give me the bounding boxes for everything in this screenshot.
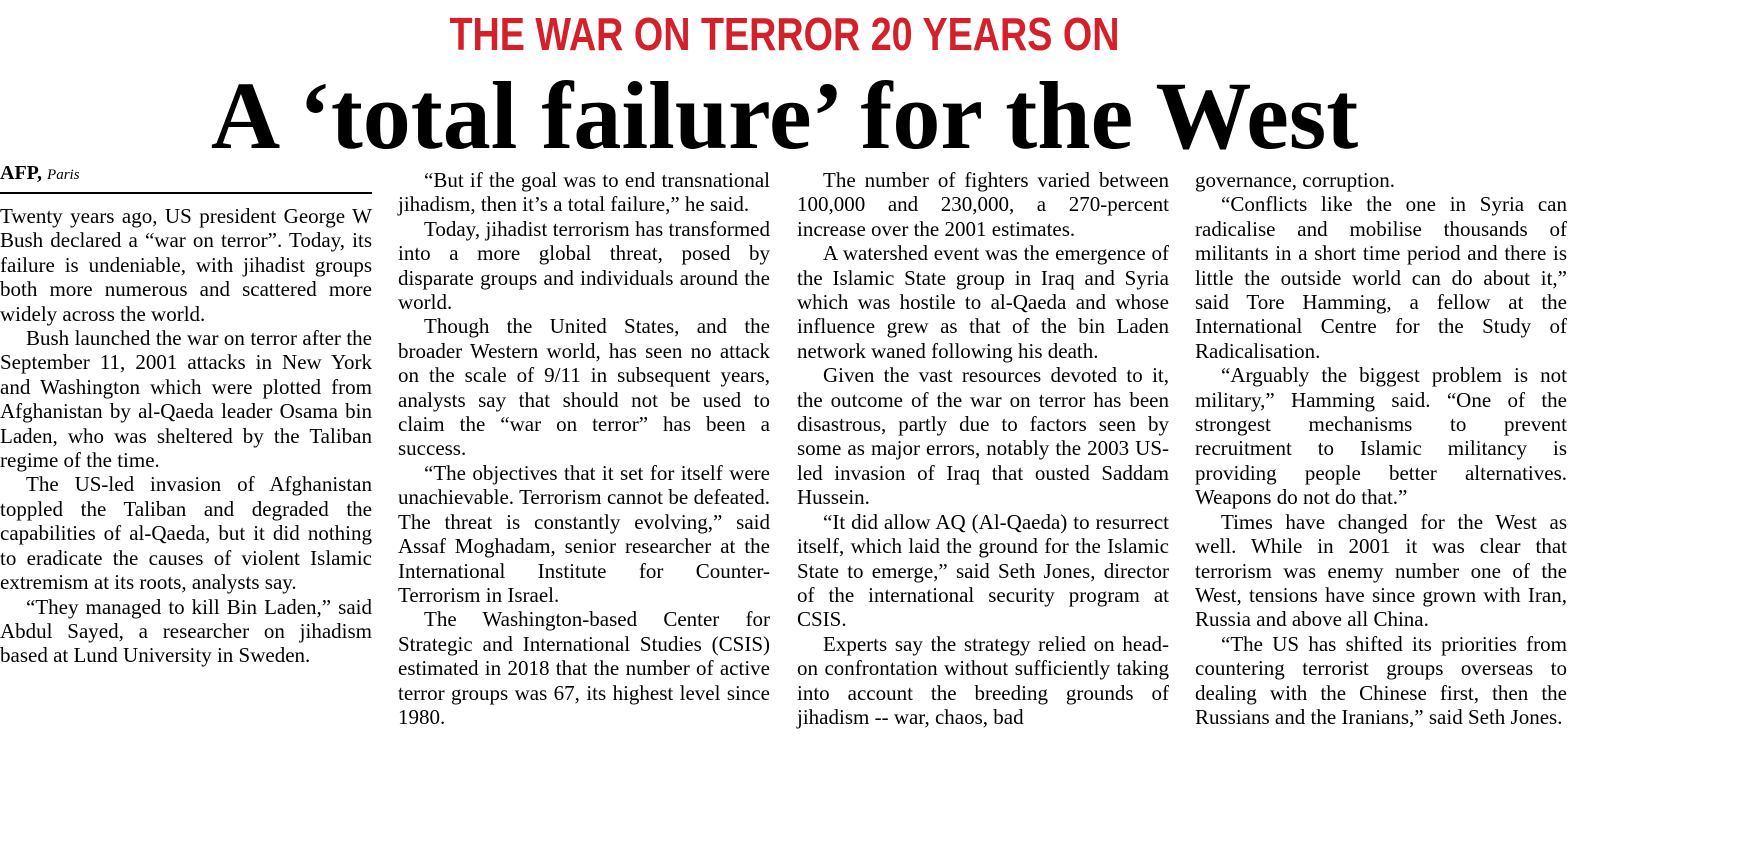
paragraph: “The US has shifted its priorities from countering terrorist groups overseas to dealing with the Chinese first, then the Russians and the Iranians,” said Seth Jones. xyxy=(1195,631,1567,729)
paragraph: Twenty years ago, US president George W Bush declared a “war on terror”. Today, its failure is undeniable, with jihadist groups both more numerous and scattered more widely across the world. xyxy=(0,204,372,326)
paragraph: A watershed event was the emergence of the Islamic State group in Iraq and Syria which was hostile to al-Qaeda and whose influence grew as that of the bin Laden network waned following his death. xyxy=(797,241,1169,363)
article-column-3 xyxy=(797,168,1169,729)
paragraph: “But if the goal was to end transnational jihadism, then it’s a total failure,” he said. xyxy=(398,168,770,217)
headline: A ‘total failure’ for the West xyxy=(210,62,1359,169)
paragraph: Bush launched the war on terror after the September 11, 2001 attacks in New York and Washington which were plotted from Afghanistan by al-Qaeda leader Osama bin Laden, who was sheltered by the Taliban regime of the time. xyxy=(0,326,372,473)
kicker: THE WAR ON TERROR 20 YEARS ON xyxy=(449,8,1120,60)
paragraph: “They managed to kill Bin Laden,” said Abdul Sayed, a researcher on jihadism based at Lund University in Sweden. xyxy=(0,594,372,668)
paragraph: “Arguably the biggest problem is not military,” Hamming said. “One of the strongest mechanisms to prevent recruitment to Islamic militancy is providing people better alternatives. Weapons do not do that.” xyxy=(1195,363,1567,510)
paragraph: Though the United States, and the broader Western world, has seen no attack on the scale of 9/11 in subsequent years, analysts say that should not be used to claim the “war on terror” has been a success. xyxy=(398,314,770,461)
paragraph: The US-led invasion of Afghanistan toppled the Taliban and degraded the capabilities of al-Qaeda, but it did nothing to eradicate the causes of violent Islamic extremism at its roots, analysts say. xyxy=(0,472,372,595)
paragraph: “It did allow AQ (Al-Qaeda) to resurrect itself, which laid the ground for the Islamic State to emerge,” said Seth Jones, director of the international security program at CSIS. xyxy=(797,509,1169,632)
paragraph: Given the vast resources devoted to it, the outcome of the war on terror has been disastrous, partly due to factors seen by some as major errors, notably the 2003 US-led invasion of Iraq that ousted Saddam Hussein. xyxy=(797,363,1169,510)
byline-agency: AFP, xyxy=(0,162,43,184)
article-column-4 xyxy=(1195,168,1567,729)
paragraph: “Conflicts like the one in Syria can radicalise and mobilise thousands of militants in a short time period and there is little the outside world can do about it,” said Tore Hamming, a fellow at the International Centre for the Study of Radicalisation. xyxy=(1195,192,1567,363)
paragraph: Today, jihadist terrorism has transformed into a more global threat, posed by disparate groups and individuals around the world. xyxy=(398,216,770,315)
paragraph: Times have changed for the West as well. While in 2001 it was clear that terrorism was enemy number one of the West, tensions have since grown with Iran, Russia and above all China. xyxy=(1195,509,1567,632)
article-column-1 xyxy=(0,204,372,668)
byline-city: Paris xyxy=(47,167,80,183)
paragraph: Experts say the strategy relied on head-on confrontation without sufficiently taking into account the breeding grounds of jihadism -- war, chaos, bad xyxy=(797,631,1169,729)
paragraph: The Washington-based Center for Strategic and International Studies (CSIS) estimated in 2018 that the number of active terror groups was 67, its highest level since 1980. xyxy=(398,607,770,729)
paragraph: The number of fighters varied between 100,000 and 230,000, a 270-percent increase over the 2001 estimates. xyxy=(797,168,1169,241)
article-column-2 xyxy=(398,168,770,729)
paragraph: “The objectives that it set for itself were unachievable. Terrorism cannot be defeated. The threat is constantly evolving,” said Assaf Moghadam, senior researcher at the International Institute for Counter-Terrorism in Israel. xyxy=(398,460,770,607)
byline xyxy=(0,162,372,194)
paragraph: governance, corruption. xyxy=(1195,168,1396,192)
